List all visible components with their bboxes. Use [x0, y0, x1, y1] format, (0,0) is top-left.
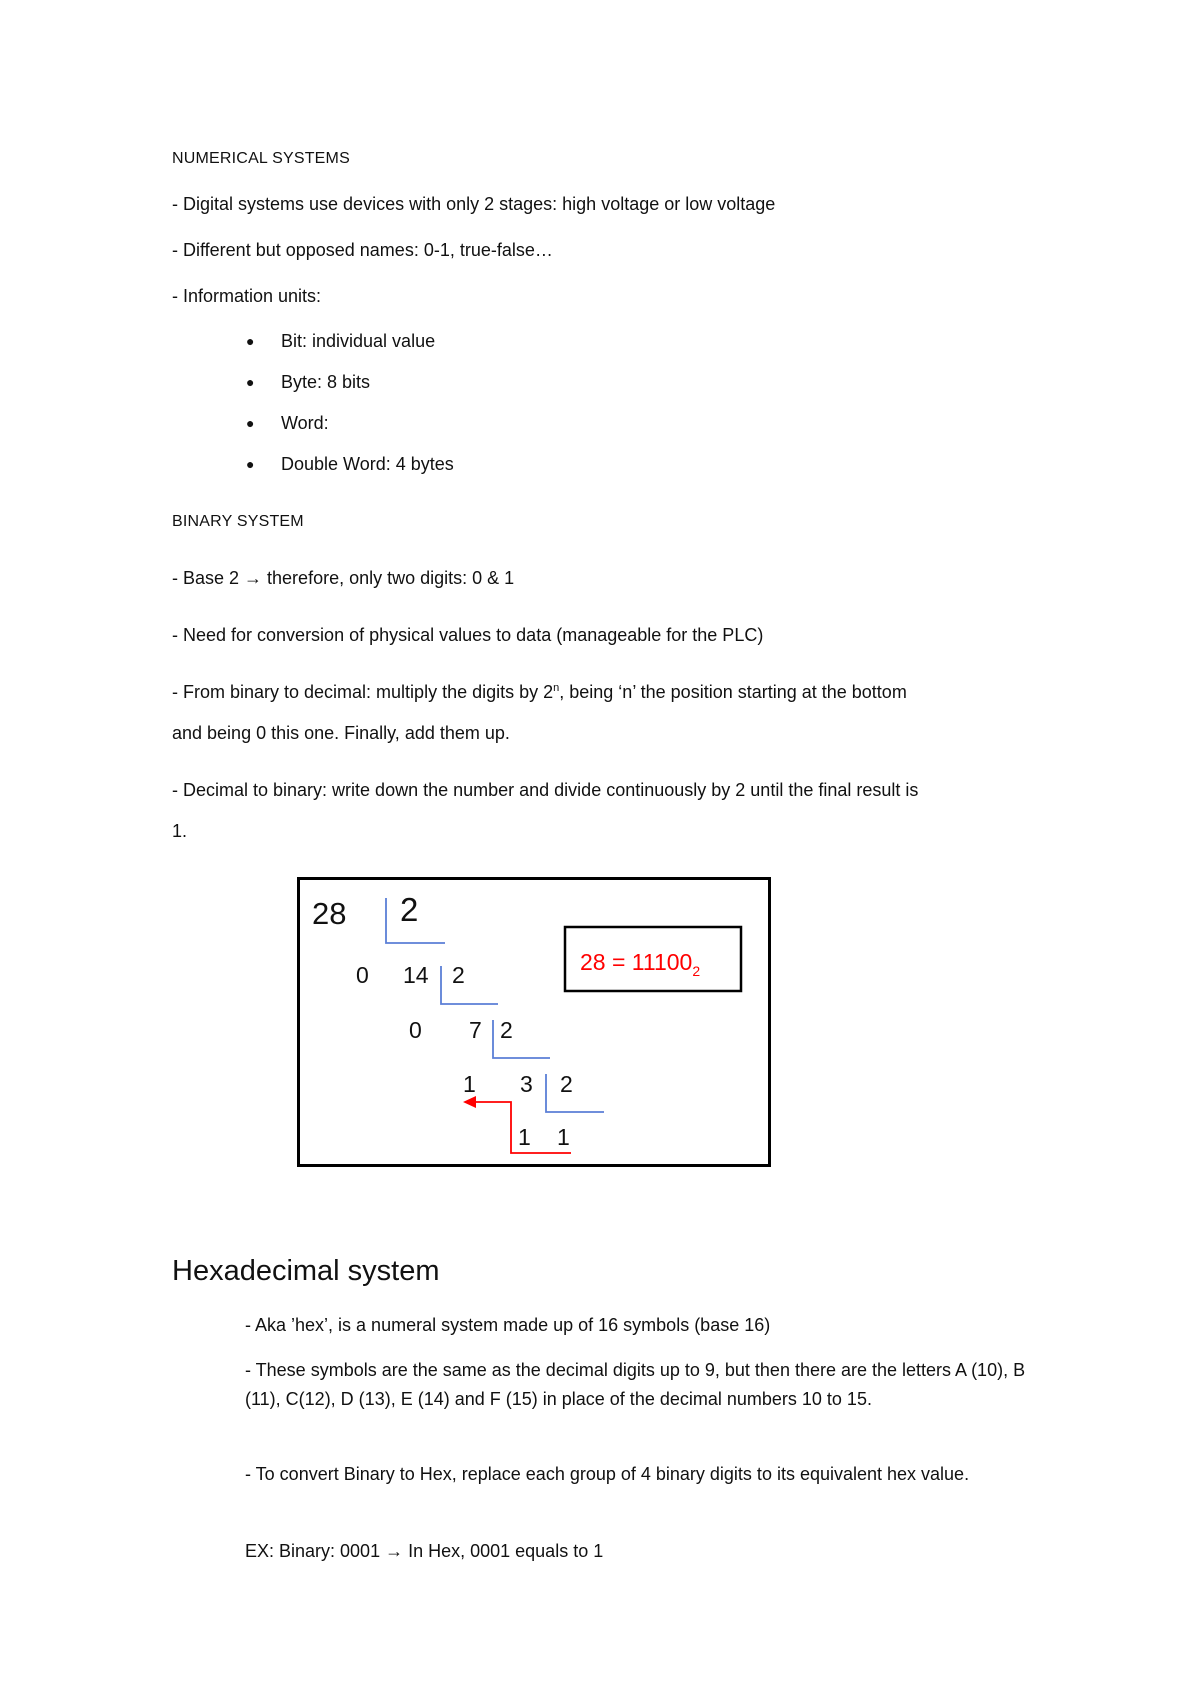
text-line: - Need for conversion of physical values to data (manageable for the PLC) [172, 625, 764, 645]
list-item: Byte: 8 bits [281, 372, 371, 392]
quotient: 3 [520, 1071, 533, 1097]
result-main: 28 = 11100 [580, 949, 693, 975]
quotient: 7 [469, 1017, 482, 1043]
result-text [580, 949, 700, 979]
text-line: 1. [172, 821, 188, 841]
text-line [172, 681, 907, 703]
paragraph: - Aka ’hex’, is a numeral system made up of 16 symbols (base 16) [245, 1315, 771, 1335]
section-title-numerical-systems: NUMERICAL SYSTEMS [172, 150, 350, 167]
list-item: Word: [281, 413, 329, 433]
remainder: 0 [409, 1017, 422, 1043]
paragraph: EX: Binary: 0001 → In Hex, 0001 equals to 1 [245, 1541, 604, 1561]
section-title-binary-system: BINARY SYSTEM [172, 513, 304, 530]
remainder: 0 [356, 962, 369, 988]
text-fragment: - From binary to decimal: multiply the digits by 2 [172, 682, 554, 702]
diagram-frame [299, 879, 770, 1166]
quotient: 14 [403, 962, 429, 988]
text-line: - Information units: [172, 286, 322, 306]
bullet-icon: ● [246, 415, 255, 431]
quotient: 1 [557, 1124, 570, 1150]
text-line: - Base 2 → therefore, only two digits: 0 & 1 [172, 568, 515, 588]
remainder: 1 [518, 1124, 531, 1150]
list-item: Bit: individual value [281, 331, 436, 351]
divisor: 2 [400, 891, 419, 928]
superscript: n [553, 682, 560, 694]
section-title-hexadecimal: Hexadecimal system [172, 1255, 440, 1287]
bullet-icon: ● [246, 374, 255, 390]
list-item: Double Word: 4 bytes [281, 454, 454, 474]
text-line: - Digital systems use devices with only 2 stages: high voltage or low voltage [172, 194, 776, 214]
text-fragment: , being ‘n’ the position starting at the bottom [559, 682, 907, 702]
remainder: 1 [463, 1071, 476, 1097]
text-line: - Decimal to binary: write down the number and divide continuously by 2 until the final result is [172, 780, 919, 800]
division-diagram [297, 877, 771, 1167]
result-subscript: 2 [692, 963, 701, 979]
bullet-icon: ● [246, 333, 255, 349]
bullet-icon: ● [246, 456, 255, 472]
divisor: 2 [560, 1071, 573, 1097]
paragraph: - To convert Binary to Hex, replace each group of 4 binary digits to its equivalent hex value. [245, 1464, 970, 1484]
paragraph: - These symbols are the same as the decimal digits up to 9, but then there are the letters A (10), B (11), C(12), D (13), E (14) and F (15) in place of the decimal numbers 10 to 15. [245, 1360, 1026, 1409]
text-line: - Different but opposed names: 0-1, true-false… [172, 240, 553, 260]
dividend: 28 [312, 896, 347, 931]
divisor: 2 [452, 962, 465, 988]
text-line: and being 0 this one. Finally, add them up. [172, 723, 510, 743]
divisor: 2 [500, 1017, 513, 1043]
